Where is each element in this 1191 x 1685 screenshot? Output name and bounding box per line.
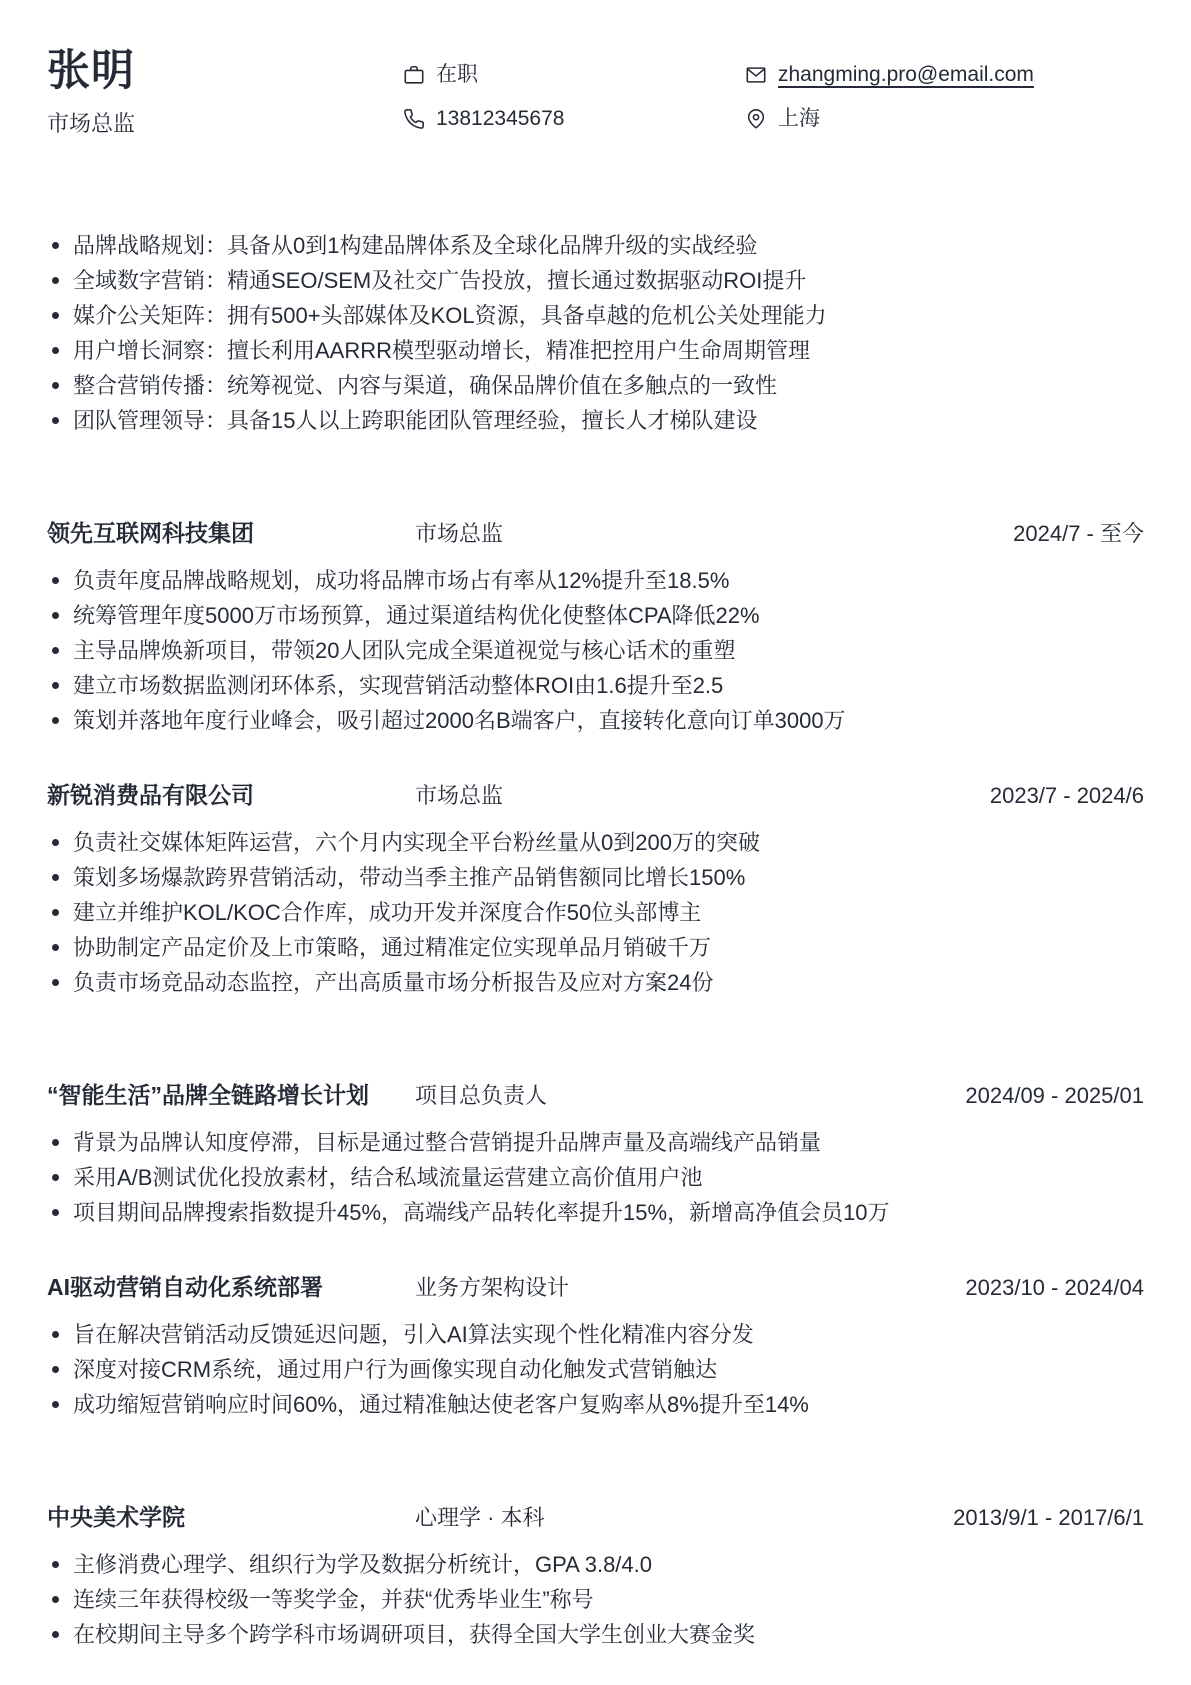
employment-status [403,60,745,90]
project-entry-header [47,1080,1144,1111]
education-bullet [47,1617,1144,1652]
employment-status-label: 在职 [436,63,478,86]
summary-item [47,368,1144,403]
bullet-text: 采用A/B测试优化投放素材，结合私域流量运营建立高价值用户池 [73,1165,703,1190]
experience-entry-header [47,780,1144,811]
projects-section [47,1080,1144,1422]
phone-number: 13812345678 [436,107,565,130]
bullet-text: 主导品牌焕新项目，带领20人团队完成全渠道视觉与核心话术的重塑 [73,638,736,663]
job-title: 市场总监 [415,783,504,808]
summary-text: 整合营销传播：统筹视觉、内容与渠道，确保品牌价值在多触点的一致性 [73,373,778,398]
date-range: 2023/7 - 2024/6 [989,783,1144,808]
briefcase-icon [403,64,425,86]
contact-email [745,60,1034,90]
candidate-job-title: 市场总监 [47,110,136,136]
education-bullet-list [47,1547,1144,1652]
location-pin-icon [745,108,767,130]
bullet-icon [52,577,59,584]
summary-item [47,228,1144,263]
experience-entry [47,780,1144,1000]
summary-text: 全域数字营销：精通SEO/SEM及社交广告投放，擅长通过数据驱动ROI提升 [73,268,807,293]
bullet-text: 旨在解决营销活动反馈延迟问题，引入AI算法实现个性化精准内容分发 [73,1322,754,1347]
bullet-text: 策划并落地年度行业峰会，吸引超过2000名B端客户，直接转化意向订单3000万 [73,708,846,733]
summary-item [47,403,1144,438]
bullet-icon [52,682,59,689]
project-role: 项目总负责人 [415,1083,548,1108]
experience-bullet [47,668,1144,703]
bullet-text: 建立市场数据监测闭环体系，实现营销活动整体ROI由1.6提升至2.5 [73,673,724,698]
experience-entry [47,518,1144,738]
bullet-icon [52,1209,59,1216]
job-title: 市场总监 [415,521,504,546]
bullet-text: 统筹管理年度5000万市场预算，通过渠道结构优化使整体CPA降低22% [73,603,760,628]
education-section [47,1502,1144,1652]
date-range: 2024/09 - 2025/01 [965,1083,1144,1108]
candidate-name: 张明 [47,47,135,95]
summary-item [47,333,1144,368]
experience-entry-header [47,518,1144,549]
summary-item [47,298,1144,333]
bullet-icon [52,1366,59,1373]
bullet-icon [52,944,59,951]
summary-text: 团队管理领导：具备15人以上跨职能团队管理经验，擅长人才梯队建设 [73,408,758,433]
bullet-icon [52,647,59,654]
date-range: 2024/7 - 至今 [1013,521,1144,546]
bullet-text: 在校期间主导多个跨学科市场调研项目，获得全国大学生创业大赛金奖 [73,1622,756,1647]
email-link[interactable]: zhangming.pro@email.com [778,63,1034,86]
bullet-text: 深度对接CRM系统，通过用户行为画像实现自动化触发式营销触达 [73,1357,718,1382]
education-entry [47,1502,1144,1652]
project-bullet [47,1387,1144,1422]
phone-icon [403,108,425,130]
bullet-icon [52,612,59,619]
experience-bullet [47,633,1144,668]
project-bullet [47,1317,1144,1352]
bullet-text: 项目期间品牌搜索指数提升45%，高端线产品转化率提升15%，新增高净值会员10万 [73,1200,890,1225]
bullet-text: 建立并维护KOL/KOC合作库，成功开发并深度合作50位头部博主 [73,900,702,925]
bullet-icon [52,1174,59,1181]
experience-bullet [47,895,1144,930]
summary-text: 品牌战略规划：具备从0到1构建品牌体系及全球化品牌升级的实战经验 [73,233,758,258]
summary-section [47,228,1144,438]
major-degree: 心理学 · 本科 [415,1505,545,1530]
bullet-text: 成功缩短营销响应时间60%，通过精准触达使老客户复购率从8%提升至14% [73,1392,809,1417]
date-range: 2023/10 - 2024/04 [965,1275,1144,1300]
project-entry-header [47,1272,1144,1303]
project-bullet [47,1125,1144,1160]
bullet-text: 连续三年获得校级一等奖学金，并获“优秀毕业生”称号 [73,1587,594,1612]
bullet-icon [52,242,59,249]
experience-section [47,518,1144,1000]
project-bullet [47,1160,1144,1195]
project-bullet-list [47,1125,1144,1230]
summary-list [47,228,1144,438]
company-name: 领先互联网科技集团 [47,520,254,546]
bullet-icon [52,347,59,354]
education-bullet [47,1582,1144,1617]
project-name: AI驱动营销自动化系统部署 [47,1274,323,1300]
experience-bullet [47,965,1144,1000]
bullet-icon [52,1139,59,1146]
bullet-text: 协助制定产品定价及上市策略，通过精准定位实现单品月销破千万 [73,935,712,960]
bullet-text: 负责年度品牌战略规划，成功将品牌市场占有率从12%提升至18.5% [73,568,730,593]
bullet-text: 主修消费心理学、组织行为学及数据分析统计，GPA 3.8/4.0 [73,1552,653,1577]
bullet-icon [52,874,59,881]
experience-bullet [47,930,1144,965]
date-range: 2013/9/1 - 2017/6/1 [953,1505,1144,1530]
bullet-icon [52,717,59,724]
experience-bullet [47,825,1144,860]
experience-bullet [47,703,1144,738]
project-bullet [47,1352,1144,1387]
experience-bullet-list [47,563,1144,738]
education-bullet [47,1547,1144,1582]
bullet-icon [52,979,59,986]
bullet-text: 背景为品牌认知度停滞，目标是通过整合营销提升品牌声量及高端线产品销量 [73,1130,822,1155]
project-entry [47,1272,1144,1422]
bullet-icon [52,382,59,389]
company-name: 新锐消费品有限公司 [47,782,254,808]
contact-location [745,104,1034,134]
summary-text: 媒介公关矩阵：拥有500+头部媒体及KOL资源，具备卓越的危机公关处理能力 [73,303,827,328]
experience-bullet-list [47,825,1144,1000]
bullet-icon [52,417,59,424]
bullet-text: 负责市场竞品动态监控，产出高质量市场分析报告及应对方案24份 [73,970,714,995]
school-name: 中央美术学院 [47,1504,185,1530]
project-name: “智能生活”品牌全链路增长计划 [47,1082,369,1108]
experience-bullet [47,598,1144,633]
bullet-text: 策划多场爆款跨界营销活动，带动当季主推产品销售额同比增长150% [73,865,746,890]
bullet-icon [52,1331,59,1338]
resume-header [47,0,1144,144]
contact-info [403,60,1034,134]
bullet-icon [52,1631,59,1638]
summary-item [47,263,1144,298]
bullet-icon [52,1561,59,1568]
project-bullet-list [47,1317,1144,1422]
bullet-icon [52,277,59,284]
bullet-icon [52,312,59,319]
project-bullet [47,1195,1144,1230]
bullet-icon [52,839,59,846]
envelope-icon [745,64,767,86]
summary-text: 用户增长洞察：擅长利用AARRR模型驱动增长，精准把控用户生命周期管理 [73,338,811,363]
bullet-icon [52,1401,59,1408]
education-entry-header [47,1502,1144,1533]
bullet-icon [52,909,59,916]
location-label: 上海 [778,107,820,130]
experience-bullet [47,860,1144,895]
bullet-text: 负责社交媒体矩阵运营，六个月内实现全平台粉丝量从0到200万的突破 [73,830,760,855]
contact-phone [403,104,745,134]
experience-bullet [47,563,1144,598]
project-entry [47,1080,1144,1230]
project-role: 业务方架构设计 [415,1275,570,1300]
bullet-icon [52,1596,59,1603]
